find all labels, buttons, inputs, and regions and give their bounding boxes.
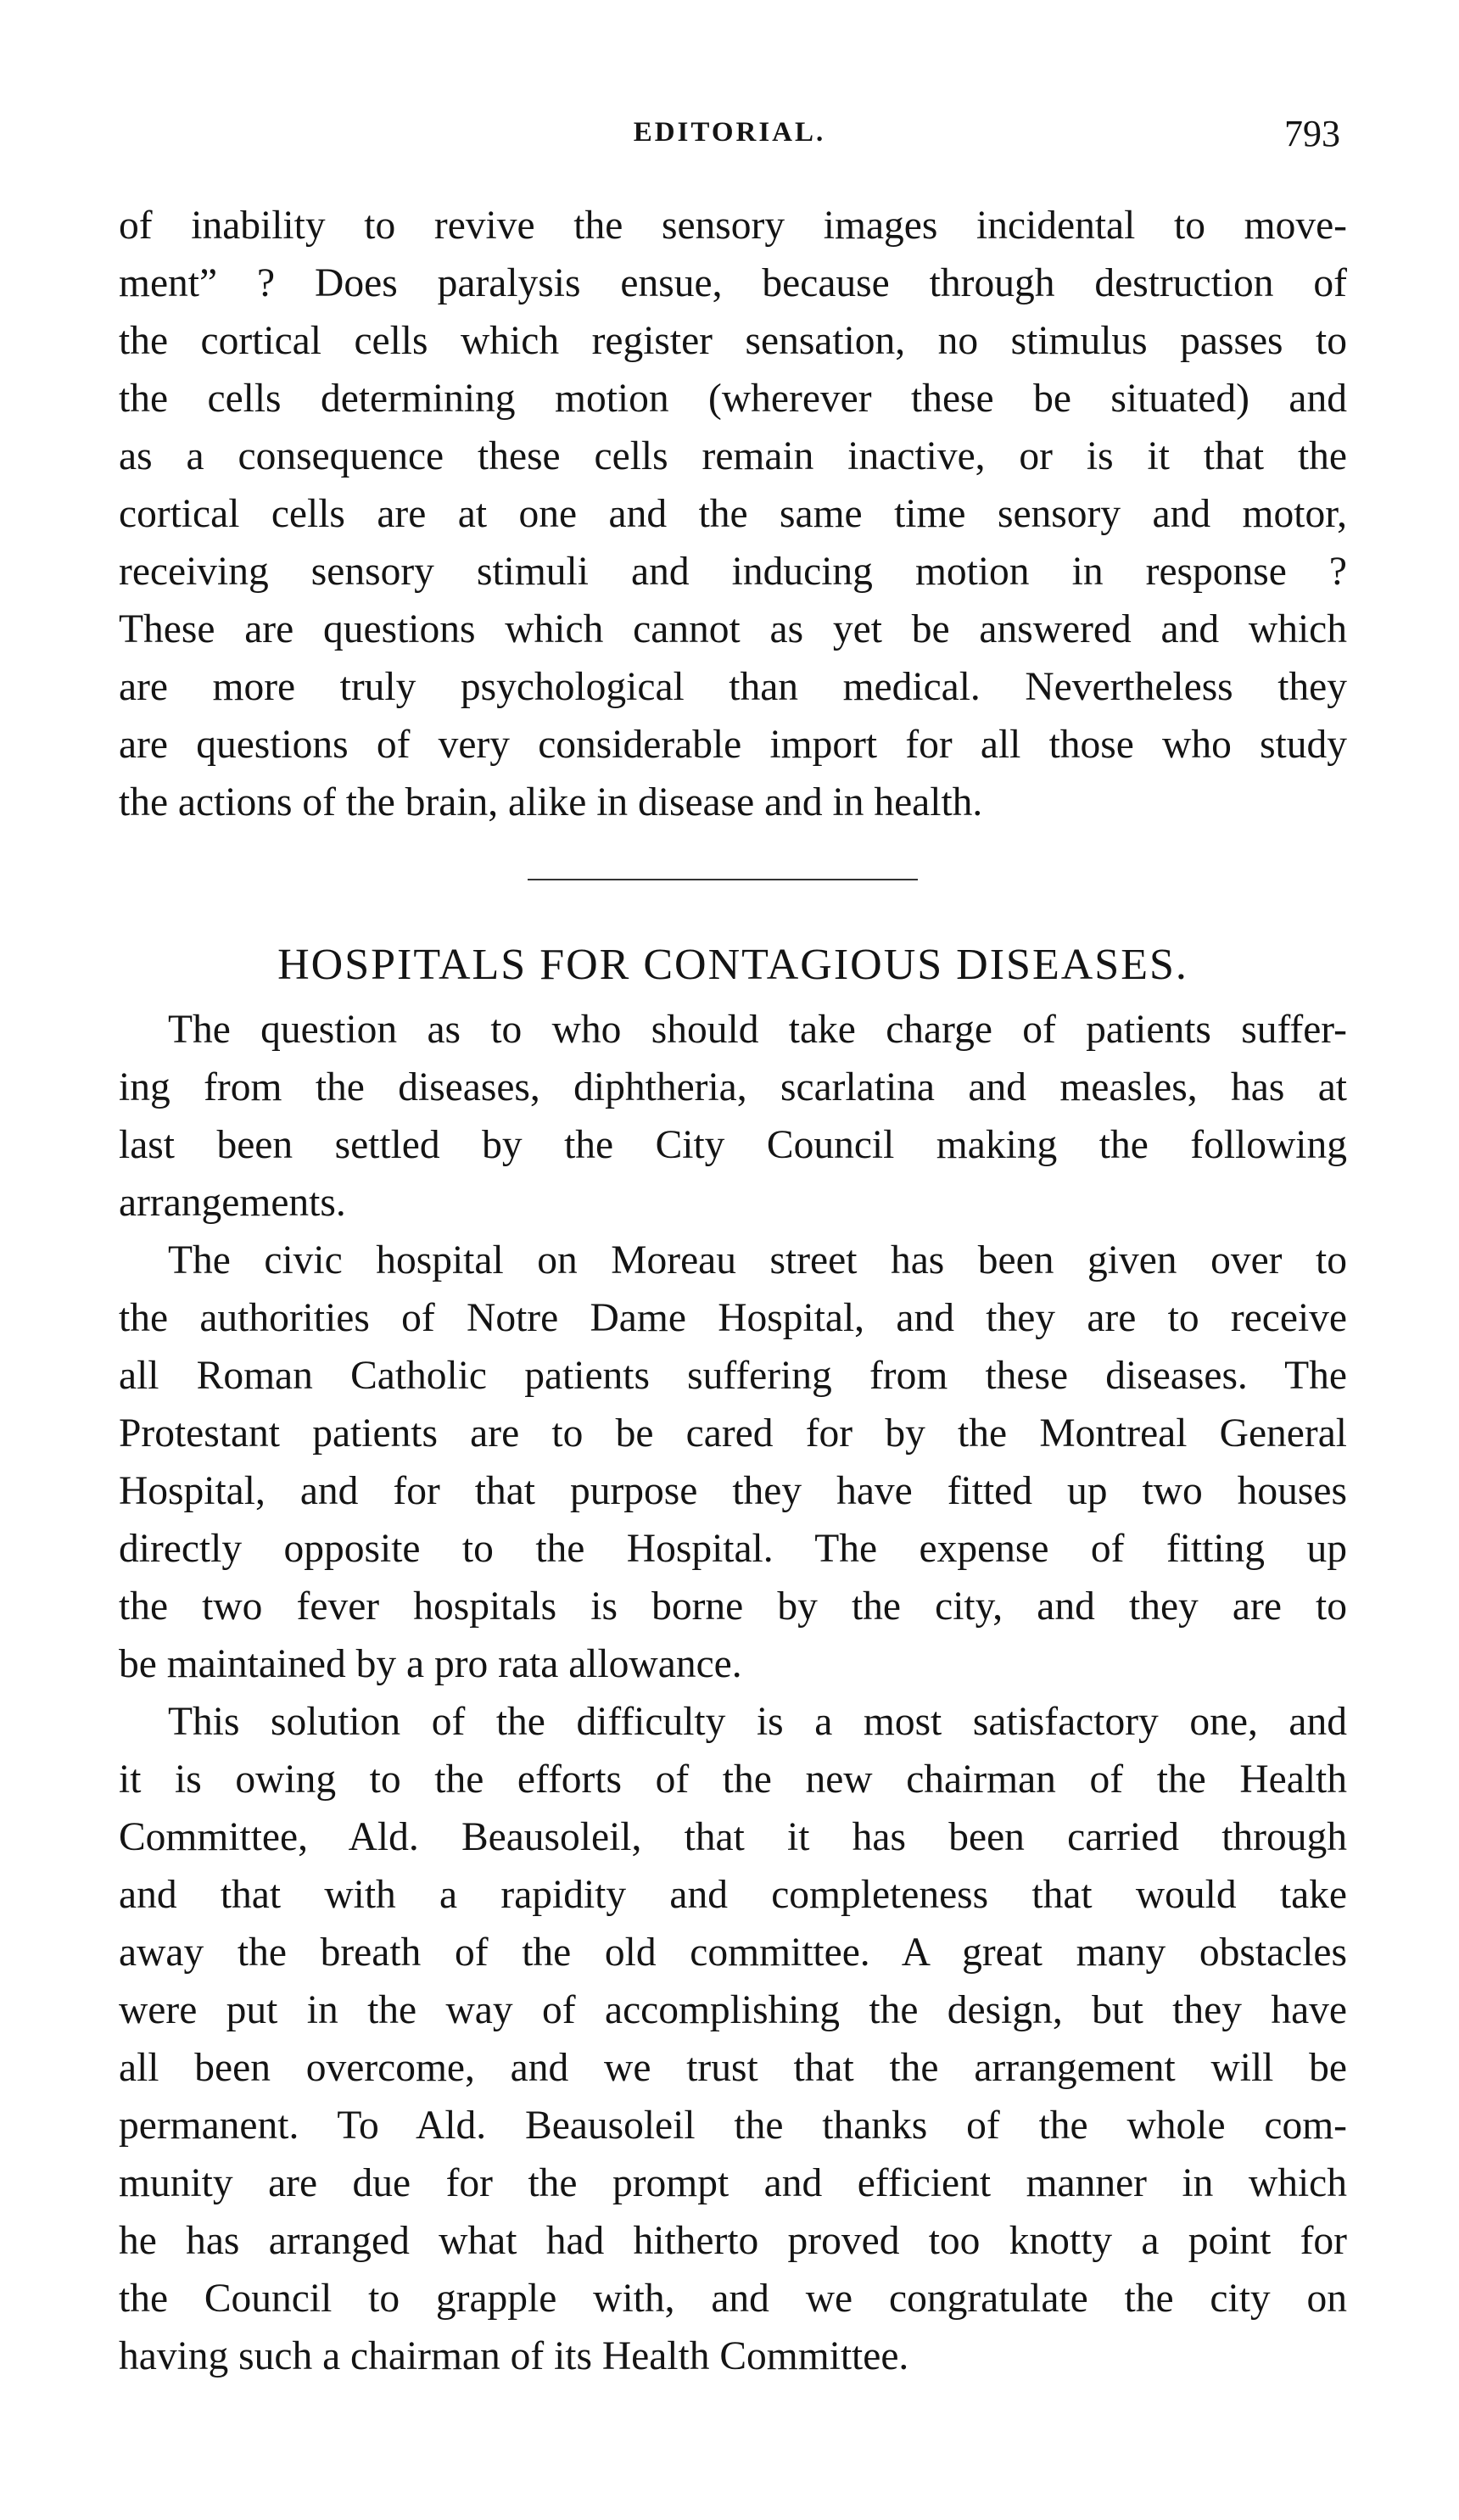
paragraph-line: ing from the diseases, diphtheria, scarlatina and measles, has at [119, 1065, 1347, 1109]
running-title: EDITORIAL. [633, 117, 826, 148]
paragraph-line: directly opposite to the Hospital. The expense of fitting up [119, 1527, 1347, 1571]
paragraph-line: ment” ? Does paralysis ensue, because through destruction of [119, 261, 1347, 305]
section-divider [528, 879, 918, 880]
paragraph-line: Committee, Ald. Beausoleil, that it has been carried through [119, 1815, 1347, 1859]
paragraph-line: are more truly psychological than medical. Nevertheless they [119, 665, 1347, 709]
paragraph-line: the cortical cells which register sensation, no stimulus passes to [119, 319, 1347, 363]
paragraph-2 [119, 1232, 1347, 1693]
paragraph-line: all been overcome, and we trust that the arrangement will be [119, 2046, 1347, 2090]
paragraph-line: last been settled by the City Council making the following [119, 1123, 1347, 1167]
paragraph-line: arrangements. [119, 1181, 346, 1225]
paragraph-line: cortical cells are at one and the same time sensory and motor, [119, 492, 1347, 536]
paragraph-line: permanent. To Ald. Beausoleil the thanks of the whole com- [119, 2104, 1347, 2148]
continued-paragraph [119, 197, 1347, 831]
paragraph-line: Protestant patients are to be cared for by the Montreal General [119, 1411, 1347, 1456]
paragraph-line: Hospital, and for that purpose they have fitted up two houses [119, 1469, 1347, 1513]
paragraph-line: all Roman Catholic patients suffering from these diseases. The [119, 1354, 1347, 1398]
paragraph-line: it is owing to the efforts of the new chairman of the Health [119, 1757, 1347, 1802]
paragraph-line: away the breath of the old committee. A great many obstacles [119, 1931, 1347, 1975]
paragraph-line: be maintained by a pro rata allowance. [119, 1642, 742, 1686]
running-head [119, 112, 1340, 163]
paragraph-line: the two fever hospitals is borne by the city, and they are to [119, 1584, 1347, 1629]
paragraph-3 [119, 1693, 1347, 2385]
paragraph-line: are questions of very considerable import for all those who study [119, 723, 1347, 767]
paragraph-line: he has arranged what had hitherto proved too knotty a point for [119, 2219, 1347, 2263]
paragraph-line: the actions of the brain, alike in disease and in health. [119, 780, 983, 824]
paragraph-line: The question as to who should take charge of patients suffer- [168, 1008, 1347, 1052]
paragraph-line: the cells determining motion (wherever these be situated) and [119, 377, 1347, 421]
paragraph-line: the authorities of Notre Dame Hospital, and they are to receive [119, 1296, 1347, 1340]
paragraph-line: the Council to grapple with, and we congratulate the city on [119, 2277, 1347, 2321]
paragraph-line: and that with a rapidity and completeness that would take [119, 1873, 1347, 1917]
paragraph-line: These are questions which cannot as yet be answered and which [119, 607, 1347, 651]
paragraph-line: having such a chairman of its Health Committee. [119, 2334, 909, 2378]
section-heading: HOSPITALS FOR CONTAGIOUS DISEASES. [277, 941, 1188, 989]
page-number: 793 [1284, 113, 1340, 154]
paragraph-line: were put in the way of accomplishing the design, but they have [119, 1988, 1347, 2032]
paragraph-line: munity are due for the prompt and efficient manner in which [119, 2161, 1347, 2205]
paragraph-line: The civic hospital on Moreau street has been given over to [168, 1238, 1347, 1282]
paragraph-line: This solution of the difficulty is a most satisfactory one, and [168, 1700, 1347, 1744]
paragraph-1 [119, 1001, 1347, 1232]
paragraph-line: receiving sensory stimuli and inducing motion in response ? [119, 550, 1347, 594]
paragraph-line: of inability to revive the sensory images incidental to move- [119, 204, 1347, 248]
paragraph-line: as a consequence these cells remain inactive, or is it that the [119, 434, 1347, 478]
